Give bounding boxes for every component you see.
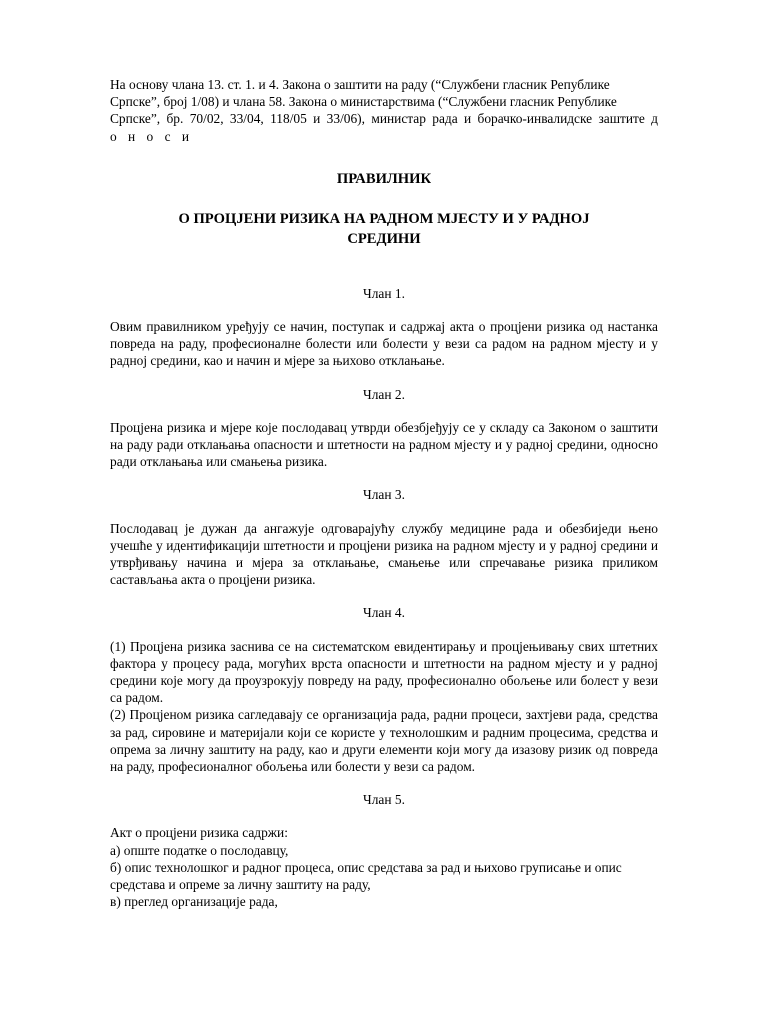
- intro-line-2: Српске”, број 1/08) и члана 58. Закона о министарствима (“Службени гласник Републике: [110, 94, 617, 110]
- article-2-heading: Члан 2.: [363, 386, 405, 402]
- article-5-lead: Акт о процјени ризика садржи:: [110, 825, 288, 841]
- intro-line-3: Српске”, бр. 70/02, 33/04, 118/05 и 33/06), министар рада и борачко-инвалидске заштите д: [110, 111, 658, 127]
- intro-paragraph: [110, 76, 658, 145]
- article-4-heading: Члан 4.: [363, 605, 405, 621]
- list-item: в) преглед организације рада,: [110, 894, 278, 910]
- intro-line-1: На основу члана 13. ст. 1. и 4. Закона о заштити на раду (“Службени гласник Републике: [110, 77, 610, 92]
- article-1-heading: Члан 1.: [363, 285, 405, 301]
- list-item: а) опште податке о послодавцу,: [110, 842, 289, 858]
- article-3-text: Послодавац је дужан да ангажује одговарајућу службу медицине рада и обезбиједи њено учешће у идентификацији штетности и процјени ризика на радном мјесту и у радној средини и утврђивању начина и мјера за отклањање, смањење или спречавање ризика приликом састављања акта о процјени ризика.: [110, 520, 658, 588]
- document-subtitle-line-1: О ПРОЦЈЕНИ РИЗИКА НА РАДНОМ МЈЕСТУ И У РАДНОЈ: [178, 210, 590, 227]
- article-3-heading: Члан 3.: [363, 487, 405, 503]
- article-4-paragraph-1: (1) Процјена ризика заснива се на систематском евидентирању и процјењивању свих штетних фактора у процесу рада, могућих врста опасности и штетности на радном мјесту и у радној средини које могу да проузрокују повреду на раду, професионално обољење или болест у вези са радом.: [110, 638, 658, 706]
- document-page: [110, 76, 658, 911]
- article-2-text: Процјена ризика и мјере које послодавац утврди обезбјеђују се у складу са Законом о заштити на раду ради отклањања опасности и штетности на радном мјесту и у радној средини, односно ради отклањања или смањења ризика.: [110, 419, 658, 470]
- document-subtitle-line-2: СРЕДИНИ: [347, 230, 421, 247]
- article-4-paragraph-2: (2) Процјеном ризика сагледавају се организација рада, радни процеси, захтјеви рада, средства за рад, сировине и материјали који се користе у технолошким и радним процесима, средства и опрема за личну заштиту на раду, као и други елементи који могу да изазову ризик од повреда на раду, професионалног обољења или болести у вези са радом.: [110, 707, 658, 775]
- list-item: б) опис технолошког и радног процеса, опис средстава за рад и њихово груписање и опис средстава и опреме за личну заштиту на раду,: [110, 859, 622, 893]
- intro-line-4: о н о с и: [110, 128, 194, 144]
- article-1-text: Овим правилником уређују се начин, поступак и садржај акта о процјени ризика од настанка повреда на раду, професионалне болести или болести у вези са радом на радном мјесту и у радној средини, као и начин и мјере за њихово отклањање.: [110, 319, 658, 369]
- article-5-heading: Члан 5.: [363, 792, 405, 808]
- document-title: ПРАВИЛНИК: [336, 170, 432, 187]
